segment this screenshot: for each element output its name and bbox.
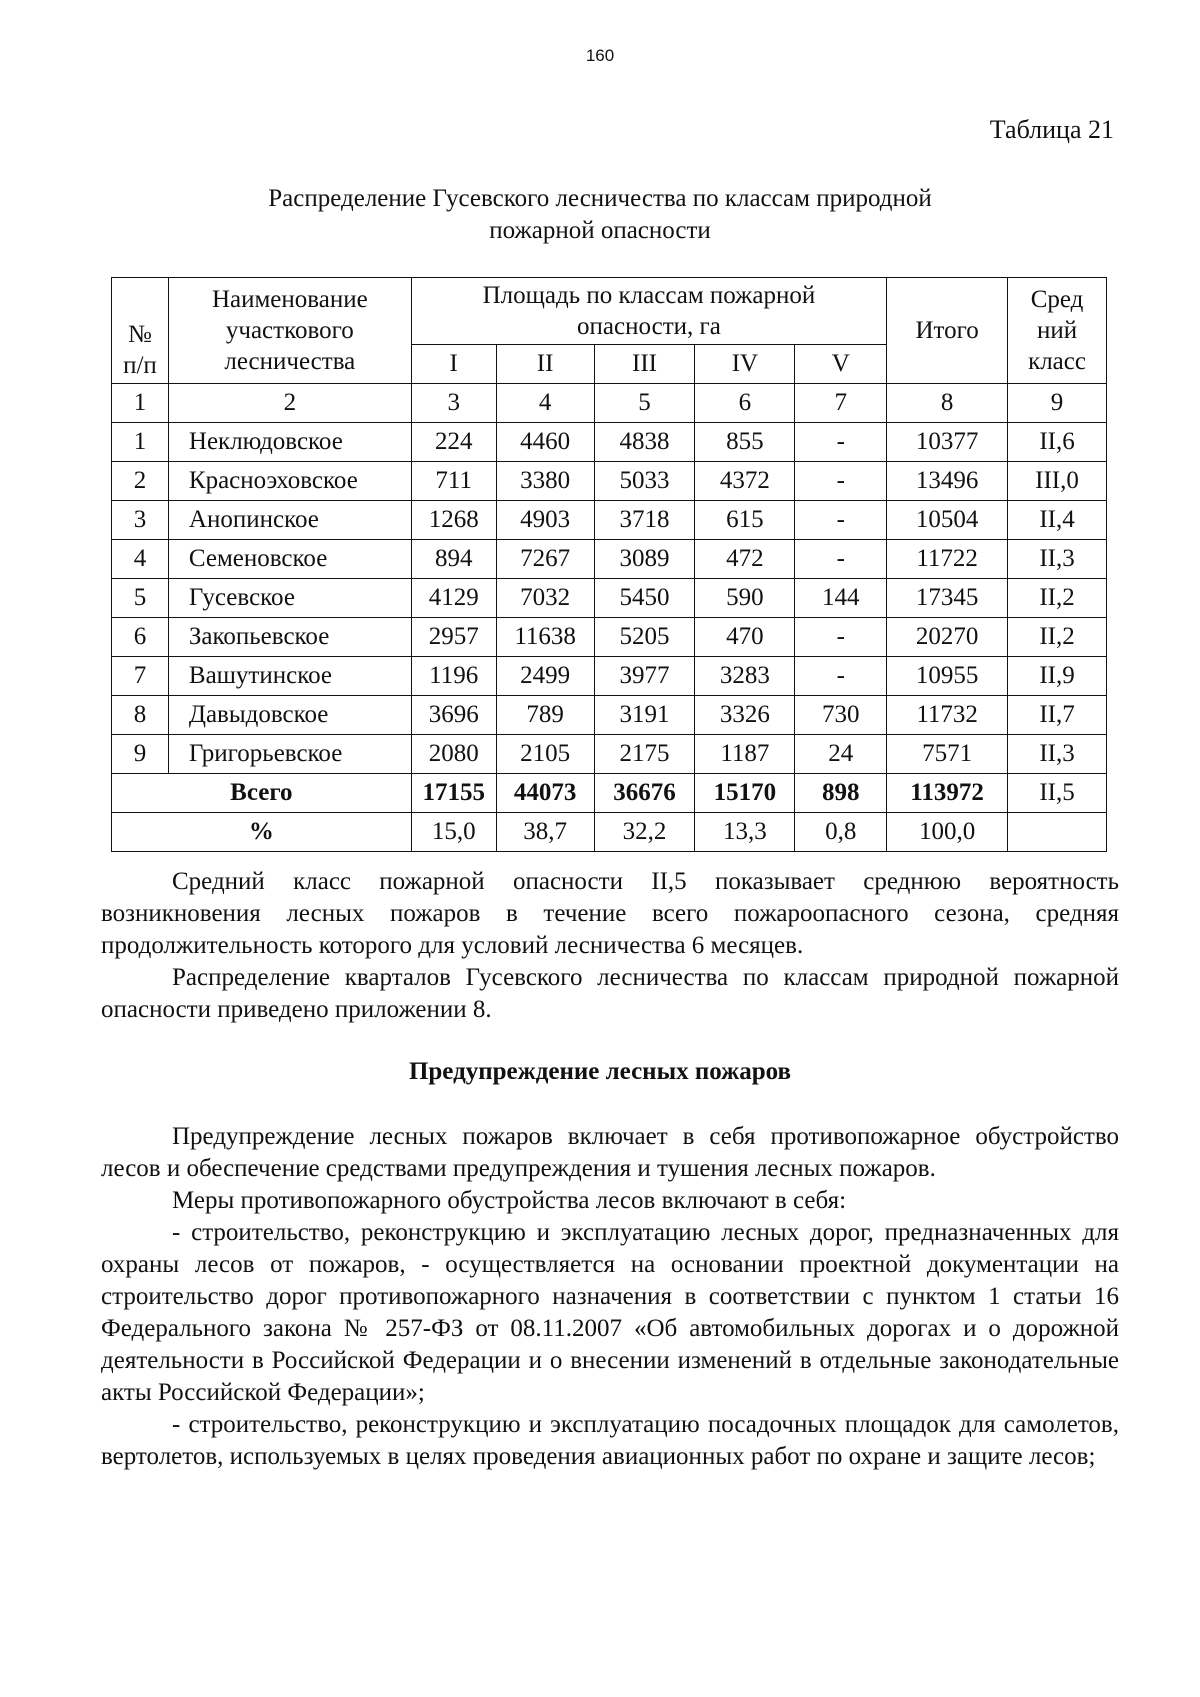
cell-class-2: 789	[496, 696, 594, 735]
cell-num: 3	[112, 501, 169, 540]
cell-avg: II,3	[1008, 540, 1107, 579]
fire-danger-table	[111, 277, 1107, 852]
cell-num: 6	[112, 618, 169, 657]
cell-class-3: 3089	[594, 540, 695, 579]
cell-class-4: 855	[695, 423, 795, 462]
cell-class-4: 470	[695, 618, 795, 657]
cell-class-1: 224	[411, 423, 496, 462]
cell-class-2: 3380	[496, 462, 594, 501]
percent-label: %	[112, 813, 412, 852]
cell-name: Гусевское	[168, 579, 411, 618]
col-number: 9	[1008, 384, 1107, 423]
cell-name: Вашутинское	[168, 657, 411, 696]
cell-class-5: 24	[795, 735, 887, 774]
cell-avg: II,9	[1008, 657, 1107, 696]
cell-total: 17345	[887, 579, 1008, 618]
cell-num: 1	[112, 423, 169, 462]
cell-name: Красноэховское	[168, 462, 411, 501]
table-row	[112, 423, 1107, 462]
percent-class-3: 32,2	[594, 813, 695, 852]
body-text-bottom	[101, 1121, 1119, 1473]
total-class-2: 44073	[496, 774, 594, 813]
cell-num: 7	[112, 657, 169, 696]
total-avg: II,5	[1008, 774, 1107, 813]
total-row	[112, 774, 1107, 813]
cell-name: Анопинское	[168, 501, 411, 540]
percent-row	[112, 813, 1107, 852]
cell-total: 13496	[887, 462, 1008, 501]
cell-avg: II,6	[1008, 423, 1107, 462]
percent-class-4: 13,3	[695, 813, 795, 852]
header-total: Итого	[887, 278, 1008, 384]
cell-class-1: 4129	[411, 579, 496, 618]
cell-total: 10377	[887, 423, 1008, 462]
col-number: 5	[594, 384, 695, 423]
header-num: № п/п	[112, 278, 169, 384]
cell-class-2: 4903	[496, 501, 594, 540]
col-number: 1	[112, 384, 169, 423]
cell-class-1: 1268	[411, 501, 496, 540]
header-class-3: III	[594, 345, 695, 384]
header-avg: Сред ний класс	[1008, 278, 1107, 384]
table-row	[112, 657, 1107, 696]
cell-class-1: 3696	[411, 696, 496, 735]
cell-class-1: 1196	[411, 657, 496, 696]
paragraph: Предупреждение лесных пожаров включает в себя противопожарное обустройство лесов и обеспечение средствами предупреждения и тушения лесных пожаров.	[101, 1123, 1119, 1182]
cell-class-2: 2105	[496, 735, 594, 774]
cell-class-2: 4460	[496, 423, 594, 462]
header-row-1	[112, 278, 1107, 345]
cell-total: 10504	[887, 501, 1008, 540]
table-row	[112, 618, 1107, 657]
table-title-line2: пожарной опасности	[489, 217, 711, 244]
table-row	[112, 540, 1107, 579]
cell-class-2: 7032	[496, 579, 594, 618]
cell-class-5: -	[795, 462, 887, 501]
cell-class-5: 730	[795, 696, 887, 735]
cell-class-5: 144	[795, 579, 887, 618]
cell-avg: II,2	[1008, 618, 1107, 657]
cell-num: 4	[112, 540, 169, 579]
paragraph: - строительство, реконструкцию и эксплуатацию лесных дорог, предназначенных для охраны лесов от пожаров, - осуществляется на основании проектной документации на строительство дорог противопожарного назначения в соответствии с пунктом 1 статьи 16 Федерального закона № 257-ФЗ от 08.11.2007 «Об автомобильных дорогах и о дорожной деятельности в Российской Федерации и о внесении изменений в отдельные законодательные акты Российской Федерации»;	[101, 1219, 1119, 1406]
paragraph: Распределение кварталов Гусевского лесничества по классам природной пожарной опасности приведено приложении 8.	[101, 964, 1119, 1023]
cell-num: 8	[112, 696, 169, 735]
table-row	[112, 462, 1107, 501]
cell-avg: II,3	[1008, 735, 1107, 774]
total-label: Всего	[112, 774, 412, 813]
cell-class-1: 2957	[411, 618, 496, 657]
percent-total: 100,0	[887, 813, 1008, 852]
percent-class-2: 38,7	[496, 813, 594, 852]
cell-class-4: 4372	[695, 462, 795, 501]
cell-class-4: 590	[695, 579, 795, 618]
cell-name: Семеновское	[168, 540, 411, 579]
table-label: Таблица 21	[989, 115, 1114, 144]
header-area: Площадь по классам пожарной опасности, га	[411, 278, 886, 345]
percent-class-1: 15,0	[411, 813, 496, 852]
percent-avg	[1008, 813, 1107, 852]
table-row	[112, 579, 1107, 618]
cell-class-3: 5033	[594, 462, 695, 501]
cell-total: 11732	[887, 696, 1008, 735]
col-number: 7	[795, 384, 887, 423]
cell-class-3: 3191	[594, 696, 695, 735]
cell-total: 7571	[887, 735, 1008, 774]
cell-class-2: 7267	[496, 540, 594, 579]
cell-avg: III,0	[1008, 462, 1107, 501]
col-number: 6	[695, 384, 795, 423]
total-class-5: 898	[795, 774, 887, 813]
cell-class-1: 711	[411, 462, 496, 501]
table-row	[112, 735, 1107, 774]
cell-num: 2	[112, 462, 169, 501]
body-text-top	[101, 866, 1119, 1026]
cell-class-3: 3718	[594, 501, 695, 540]
cell-class-4: 472	[695, 540, 795, 579]
cell-class-2: 2499	[496, 657, 594, 696]
cell-class-5: -	[795, 501, 887, 540]
cell-class-3: 3977	[594, 657, 695, 696]
table-title	[0, 183, 1200, 247]
table-row	[112, 696, 1107, 735]
column-number-row	[112, 384, 1107, 423]
cell-class-5: -	[795, 618, 887, 657]
cell-total: 20270	[887, 618, 1008, 657]
cell-class-1: 894	[411, 540, 496, 579]
paragraph: Меры противопожарного обустройства лесов включают в себя:	[172, 1187, 847, 1214]
cell-total: 11722	[887, 540, 1008, 579]
table-row	[112, 501, 1107, 540]
cell-class-1: 2080	[411, 735, 496, 774]
header-class-4: IV	[695, 345, 795, 384]
col-number: 4	[496, 384, 594, 423]
cell-num: 5	[112, 579, 169, 618]
cell-class-4: 1187	[695, 735, 795, 774]
page-number: 160	[585, 46, 615, 65]
cell-class-5: -	[795, 423, 887, 462]
cell-class-4: 3283	[695, 657, 795, 696]
cell-name: Закопьевское	[168, 618, 411, 657]
cell-name: Неклюдовское	[168, 423, 411, 462]
paragraph: - строительство, реконструкцию и эксплуатацию посадочных площадок для самолетов, вертолетов, используемых в целях проведения авиационных работ по охране и защите лесов;	[101, 1411, 1119, 1470]
cell-num: 9	[112, 735, 169, 774]
cell-name: Григорьевское	[168, 735, 411, 774]
table-title-line1: Распределение Гусевского лесничества по классам природной	[268, 185, 932, 212]
cell-class-3: 5205	[594, 618, 695, 657]
header-name: Наименование участкового лесничества	[168, 278, 411, 384]
cell-avg: II,7	[1008, 696, 1107, 735]
cell-class-5: -	[795, 657, 887, 696]
total-class-3: 36676	[594, 774, 695, 813]
cell-class-4: 615	[695, 501, 795, 540]
cell-class-3: 2175	[594, 735, 695, 774]
paragraph: Средний класс пожарной опасности II,5 показывает среднюю вероятность возникновения лесных пожаров в течение всего пожароопасного сезона, средняя продолжительность которого для условий лесничества 6 месяцев.	[101, 868, 1119, 959]
cell-class-3: 4838	[594, 423, 695, 462]
header-class-2: II	[496, 345, 594, 384]
total-class-1: 17155	[411, 774, 496, 813]
cell-avg: II,2	[1008, 579, 1107, 618]
cell-class-3: 5450	[594, 579, 695, 618]
header-class-1: I	[411, 345, 496, 384]
col-number: 2	[168, 384, 411, 423]
total-sum: 113972	[887, 774, 1008, 813]
cell-name: Давыдовское	[168, 696, 411, 735]
col-number: 8	[887, 384, 1008, 423]
header-class-5: V	[795, 345, 887, 384]
cell-class-2: 11638	[496, 618, 594, 657]
total-class-4: 15170	[695, 774, 795, 813]
cell-avg: II,4	[1008, 501, 1107, 540]
section-heading: Предупреждение лесных пожаров	[408, 1058, 792, 1085]
percent-class-5: 0,8	[795, 813, 887, 852]
cell-class-4: 3326	[695, 696, 795, 735]
col-number: 3	[411, 384, 496, 423]
cell-class-5: -	[795, 540, 887, 579]
cell-total: 10955	[887, 657, 1008, 696]
